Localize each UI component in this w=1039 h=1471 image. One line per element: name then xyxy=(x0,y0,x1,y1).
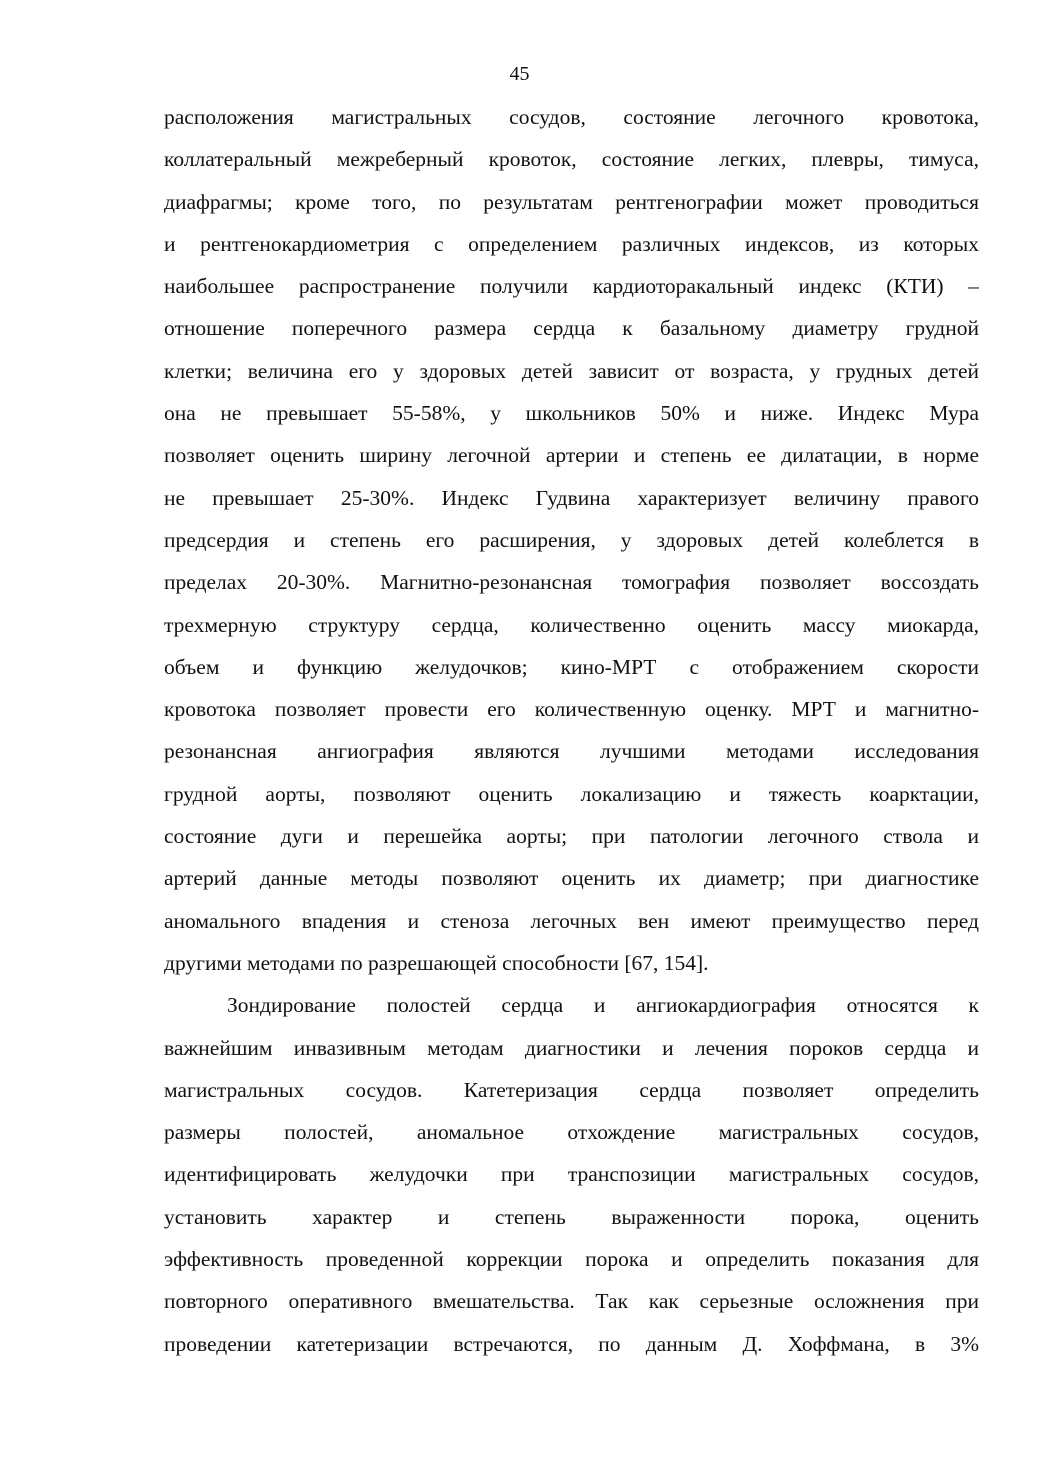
text-line: трехмерную структуру сердца, количественно оценить массу миокарда, xyxy=(164,612,979,637)
text-line: позволяет оценить ширину легочной артерии и степень ее дилатации, в норме xyxy=(164,443,979,468)
text-line: состояние дуги и перешейка аорты; при патологии легочного ствола и xyxy=(164,824,979,849)
text-line: предсердия и степень его расширения, у здоровых детей колеблется в xyxy=(164,527,979,552)
text-line: артерий данные методы позволяют оценить их диаметр; при диагностике xyxy=(164,866,979,891)
text-line: коллатеральный межреберный кровоток, состояние легких, плевры, тимуса, xyxy=(164,147,979,172)
text-line: клетки; величина его у здоровых детей зависит от возраста, у грудных детей xyxy=(164,358,979,383)
text-line: другими методами по разрешающей способности [67, 154]. xyxy=(164,950,709,975)
text-line: пределах 20-30%. Магнитно-резонансная томография позволяет воссоздать xyxy=(164,570,979,595)
text-line: расположения магистральных сосудов, состояние легочного кровотока, xyxy=(164,105,979,129)
text-line: установить характер и степень выраженности порока, оценить xyxy=(164,1204,979,1229)
text-line: отношение поперечного размера сердца к базальному диаметру грудной xyxy=(164,316,979,341)
text-line: диафрагмы; кроме того, по результатам рентгенографии может проводиться xyxy=(164,189,979,214)
text-line: резонансная ангиография являются лучшими методами исследования xyxy=(164,739,979,764)
paragraph-2 xyxy=(164,984,979,1365)
text-line: размеры полостей, аномальное отхождение магистральных сосудов, xyxy=(164,1120,979,1145)
text-line: идентифицировать желудочки при транспозиции магистральных сосудов, xyxy=(164,1162,979,1187)
document-body xyxy=(164,96,979,1365)
text-line: важнейшим инвазивным методам диагностики и лечения пороков сердца и xyxy=(164,1035,979,1060)
text-line: грудной аорты, позволяют оценить локализацию и тяжесть коарктации, xyxy=(164,781,979,806)
text-line: Зондирование полостей сердца и ангиокардиография относятся к xyxy=(227,993,979,1018)
page-number: 45 xyxy=(509,63,530,85)
text-line: проведении катетеризации встречаются, по данным Д. Хоффмана, в 3% xyxy=(164,1331,979,1356)
text-line: кровотока позволяет провести его количественную оценку. МРТ и магнитно- xyxy=(164,697,979,722)
text-line: и рентгенокардиометрия с определением различных индексов, из которых xyxy=(164,231,979,256)
text-line: магистральных сосудов. Катетеризация сердца позволяет определить xyxy=(164,1077,979,1102)
text-line: наибольшее распространение получили кардиоторакальный индекс (КТИ) – xyxy=(164,274,979,299)
text-line: эффективность проведенной коррекции порока и определить показания для xyxy=(164,1247,979,1272)
text-line: не превышает 25-30%. Индекс Гудвина характеризует величину правого xyxy=(164,485,979,510)
text-line: она не превышает 55-58%, у школьников 50% и ниже. Индекс Мура xyxy=(164,401,979,426)
paragraph-1 xyxy=(164,96,979,984)
text-line: повторного оперативного вмешательства. Так как серьезные осложнения при xyxy=(164,1289,979,1314)
text-line: объем и функцию желудочков; кино-МРТ с отображением скорости xyxy=(164,654,979,679)
text-line: аномального впадения и стеноза легочных вен имеют преимущество перед xyxy=(164,908,979,933)
